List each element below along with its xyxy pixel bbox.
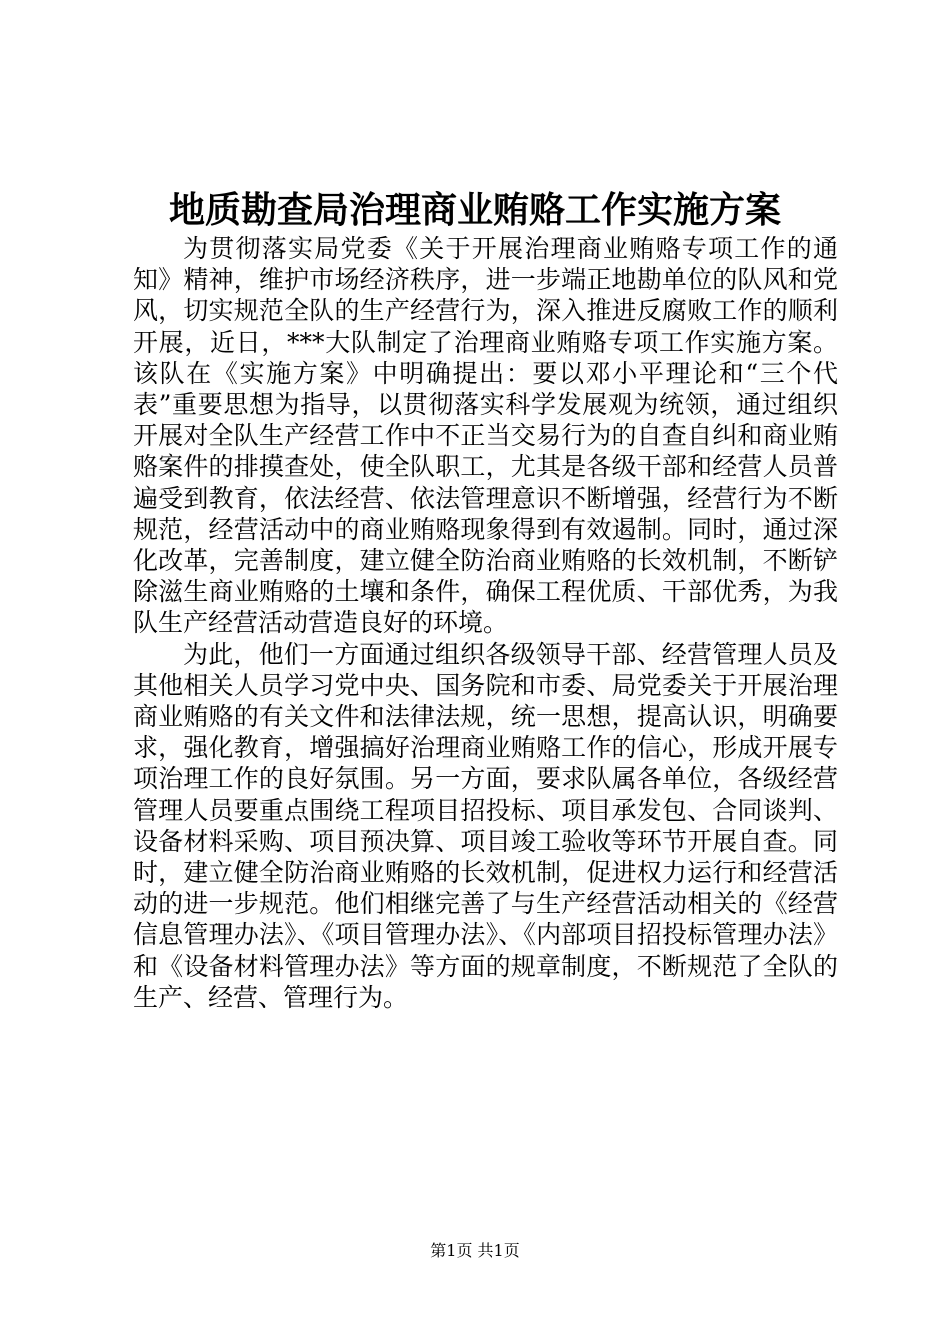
document-body [133, 233, 838, 1013]
document-title: 地质勘查局治理商业贿赂工作实施方案 [168, 189, 781, 231]
body-paragraph-1: 为贯彻落实局党委《关于开展治理商业贿赂专项工作的通知》精神，维护市场经济秩序，进一步端正地勘单位的队风和党风，切实规范全队的生产经营行为，深入推进反腐败工作的顺利开展，近日，***大队制定了治理商业贿赂专项工作实施方案。该队在《实施方案》中明确提出：要以邓小平理论和“三个代表”重要思想为指导，以贯彻落实科学发展观为统领，通过组织开展对全队生产经营工作中不正当交易行为的自查自纠和商业贿赂案件的排摸查处，使全队职工，尤其是各级干部和经营人员普遍受到教育，依法经营、依法管理意识不断增强，经营行为不断规范，经营活动中的商业贿赂现象得到有效遏制。同时，通过深化改革，完善制度，建立健全防治商业贿赂的长效机制，不断铲除滋生商业贿赂的土壤和条件，确保工程优质、干部优秀，为我队生产经营活动营造良好的环境。 [133, 234, 838, 638]
page-footer: 第1页 共1页 [430, 1241, 520, 1260]
body-paragraph-2: 为此，他们一方面通过组织各级领导干部、经营管理人员及其他相关人员学习党中央、国务院和市委、局党委关于开展治理商业贿赂的有关文件和法律法规，统一思想，提高认识，明确要求，强化教育，增强搞好治理商业贿赂工作的信心，形成开展专项治理工作的良好氛围。另一方面，要求队属各单位，各级经营管理人员要重点围绕工程项目招投标、项目承发包、合同谈判、设备材料采购、项目预决算、项目竣工验收等环节开展自查。同时，建立健全防治商业贿赂的长效机制，促进权力运行和经营活动的进一步规范。他们相继完善了与生产经营活动相关的《经营信息管理办法》、《项目管理办法》、《内部项目招投标管理办法》和《设备材料管理办法》等方面的规章制度，不断规范了全队的生产、经营、管理行为。 [133, 639, 838, 1012]
